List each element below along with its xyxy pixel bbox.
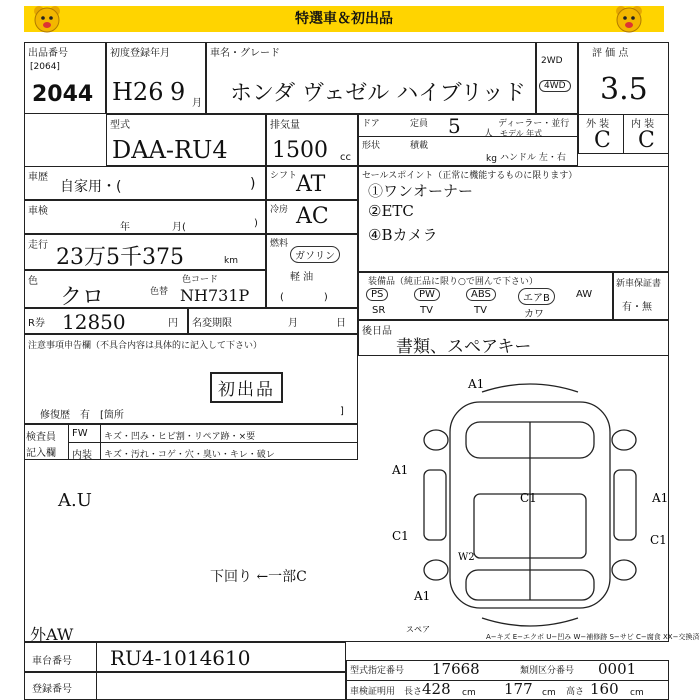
cert-width: 177 — [504, 680, 533, 698]
handwritten-under: 下回り ←一部C — [210, 569, 307, 585]
transfer-month: 月 — [288, 318, 298, 329]
mileage-unit: km — [224, 256, 238, 266]
drive-4wd: 4WD — [539, 80, 571, 92]
usage-value: 自家用・( — [60, 179, 122, 195]
car-name-value: ホンダ ヴェゼル ハイブリッド — [230, 81, 526, 106]
inspection-label: 車検 — [28, 206, 48, 217]
chassis-label: 車台番号 — [32, 656, 72, 667]
score-int-label: 内 装 — [631, 119, 655, 130]
displacement-value: 1500 — [272, 138, 328, 163]
inspection-close: ) — [254, 218, 258, 229]
fuel-alt: 軽 油 — [290, 272, 314, 283]
damage-mark: A1 — [468, 377, 485, 391]
inspector-fw: FW — [72, 428, 88, 439]
equipment-label: 装備品（純正品に限り○で囲んで下さい） — [368, 277, 538, 287]
handwritten-au: A.U — [58, 490, 92, 511]
shift-value: AT — [296, 172, 326, 197]
cat-no-label: 類別区分番号 — [520, 666, 575, 676]
selling-item: ②ETC — [368, 202, 414, 220]
damage-legend: A−キズ E−エクボ U−凹み W−補修跡 S−サビ C−腐食 XX−交換済 — [486, 633, 700, 641]
cert-unit: cm — [542, 688, 556, 698]
bear-logo-icon — [32, 4, 62, 34]
notes-repair: 修復歴 有 [箇所 — [40, 410, 124, 421]
spare-label: スペア — [406, 625, 430, 634]
bear-logo-icon — [614, 4, 644, 34]
capacity-unit: 人 — [484, 129, 494, 139]
cert-unit: cm — [630, 688, 644, 698]
cert-unit: cm — [462, 688, 476, 698]
notes-close: ] — [340, 406, 344, 417]
selling-item: ①ワンオーナー — [368, 182, 474, 200]
fuel-label: 燃料 — [270, 239, 289, 249]
score-ext-label: 外 装 — [586, 119, 610, 130]
header-title: 特選車＆初出品 — [295, 11, 393, 27]
equipment-item: カワ — [524, 309, 544, 320]
first-reg-month-suffix: 月 — [192, 98, 202, 109]
capacity-label: 定員 — [410, 119, 429, 129]
inspector-label: 検査員 — [26, 432, 56, 443]
mileage-value: 23万5千375 — [56, 245, 184, 270]
damage-mark: C1 — [520, 491, 537, 505]
type-no-label: 型式指定番号 — [350, 666, 405, 676]
lot-label: 出品番号 — [28, 48, 68, 59]
inspector-row: キズ・凹み・ヒビ割・リペア跡・×要 — [104, 432, 256, 442]
score-ext: C — [594, 128, 611, 153]
aircon-label: 冷房 — [270, 205, 289, 215]
drive-2wd: 2WD — [541, 56, 563, 66]
first-reg-label: 初度登録年月 — [110, 48, 170, 59]
inspection-cell — [24, 200, 266, 234]
handwritten-outside: 外AW — [30, 625, 74, 644]
type-no-value: 17668 — [432, 660, 480, 678]
cat-no-value: 0001 — [598, 660, 637, 678]
warranty-label: 新車保証書 — [616, 279, 662, 289]
cert-length-label: 長さ — [404, 687, 423, 697]
car-name-label: 車名・グレード — [210, 48, 280, 59]
inspector-row: キズ・汚れ・コゲ・穴・臭い・キレ・破レ — [104, 450, 275, 460]
first-reg-era: H26 — [112, 78, 164, 106]
fuel-value: ガソリン — [290, 246, 340, 263]
damage-mark: C1 — [392, 529, 409, 543]
score-value: 3.5 — [600, 72, 648, 107]
usage-close: ) — [250, 176, 256, 192]
transfer-day: 日 — [336, 318, 346, 329]
load-label: 積載 — [410, 141, 429, 151]
notes-stamp: 初出品 — [210, 372, 283, 403]
first-reg-month: 9 — [170, 78, 186, 106]
color-code: NH731P — [180, 286, 250, 305]
cert-length: 428 — [422, 680, 451, 698]
score-int: C — [638, 128, 655, 153]
color-tone-label: 色替 — [150, 287, 169, 297]
load-unit: kg — [486, 154, 497, 164]
cert-height: 160 — [590, 680, 619, 698]
damage-mark: C1 — [650, 533, 667, 547]
damage-mark: A1 — [392, 463, 409, 477]
dealer-label: ディーラー・並行 — [498, 119, 570, 129]
inspector-label: 記入欄 — [26, 448, 56, 459]
shift-label: シフト — [270, 171, 298, 181]
color-value: クロ — [60, 285, 105, 310]
recycle-label: R券 — [28, 318, 45, 329]
reg-no-label: 登録番号 — [32, 684, 72, 695]
drive-cell — [536, 42, 578, 114]
recycle-unit: 円 — [168, 318, 178, 329]
mileage-label: 走行 — [28, 240, 48, 251]
damage-mark: W2 — [458, 552, 475, 563]
displacement-unit: cc — [340, 152, 351, 163]
equipment-item: PW — [414, 288, 440, 301]
aircon-value: AC — [296, 204, 329, 229]
header-banner — [24, 6, 664, 32]
later-label: 後日品 — [362, 326, 392, 337]
equipment-item: SR — [372, 305, 386, 316]
handle-label: ハンドル 左・右 — [500, 153, 566, 163]
capacity-value: 5 — [448, 114, 461, 138]
inspector-interior: 内装 — [72, 450, 92, 461]
reg-no-cell — [24, 672, 346, 700]
model-year-label: モデル 年式 — [500, 129, 543, 138]
selling-label: セールスポイント（正常に機能するものに限ります） — [362, 171, 578, 181]
equipment-item: AW — [576, 289, 593, 300]
inspection-month: 月( — [172, 222, 186, 233]
doors-label: ドア — [362, 119, 380, 129]
model-value: DAA-RU4 — [112, 136, 228, 164]
lot-sub: [2064] — [30, 62, 60, 72]
equipment-item: TV — [474, 305, 487, 316]
later-value: 書類、スペアキー — [396, 337, 532, 357]
equipment-item: ABS — [466, 288, 496, 301]
car-damage-diagram — [370, 374, 670, 636]
equipment-item: エアB — [518, 288, 555, 305]
displacement-label: 排気量 — [270, 120, 300, 131]
cert-label: 車検証明用 — [350, 687, 396, 697]
cert-height-label: 高さ — [566, 687, 585, 697]
color-label: 色 — [28, 276, 38, 287]
selling-item: ④Bカメラ — [368, 226, 438, 244]
equipment-item: PS — [366, 288, 388, 301]
usage-label: 車歴 — [28, 172, 48, 183]
recycle-value: 12850 — [62, 310, 126, 334]
shape-label: 形状 — [362, 141, 381, 151]
transfer-label: 名変期限 — [192, 318, 232, 329]
score-label: 評 価 点 — [592, 48, 629, 59]
damage-mark: A1 — [652, 491, 669, 505]
model-label: 型式 — [110, 120, 130, 131]
warranty-value: 有・無 — [622, 302, 652, 313]
inspection-year: 年 — [120, 222, 130, 233]
equipment-item: TV — [420, 305, 433, 316]
color-code-label: 色コード — [182, 275, 219, 285]
chassis-value: RU4-1014610 — [110, 646, 251, 670]
fuel-paren: ( ) — [280, 292, 328, 303]
lot-number: 2044 — [32, 82, 94, 107]
notes-label: 注意事項申告欄（不具合内容は具体的に記入して下さい） — [28, 341, 263, 351]
damage-mark: A1 — [414, 589, 431, 603]
